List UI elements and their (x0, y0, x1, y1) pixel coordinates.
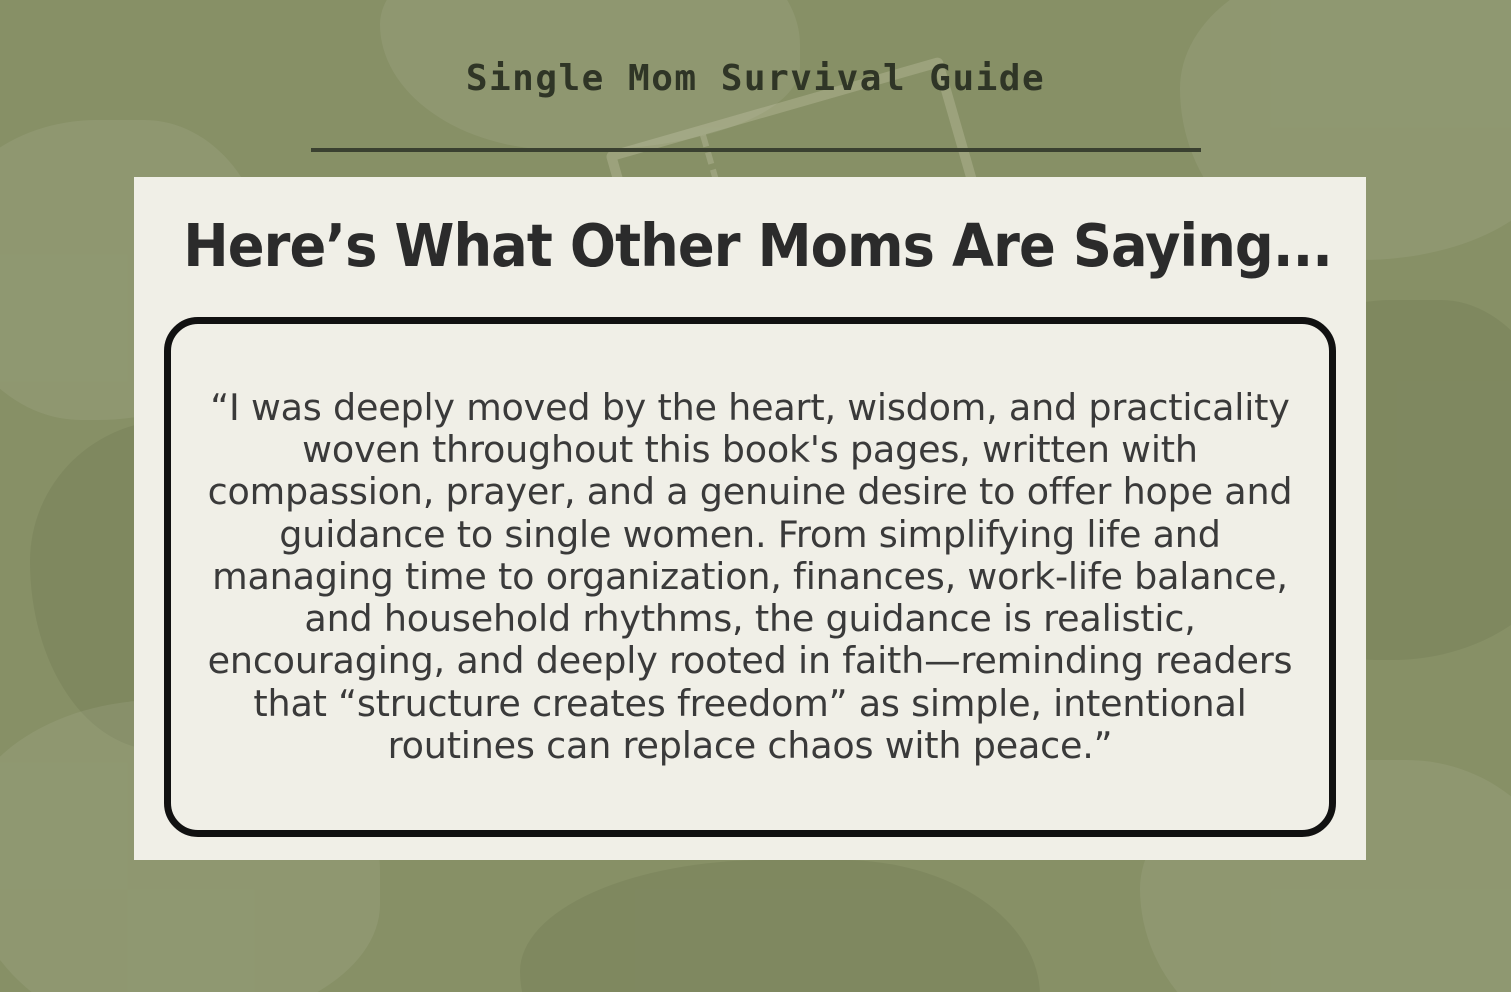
page-title: Here’s What Other Moms Are Saying... (183, 211, 1332, 280)
testimonial-quote-text: “I was deeply moved by the heart, wisdom, and practicality woven throughout this book's pages, written with compassion, prayer, and a genuine desire to offer hope and guidance to single women. From simplifying life and managing time to organization, finances, work-life balance, and household rhythms, the guidance is realistic, encouraging, and deeply rooted in faith—reminding readers that “structure creates freedom” as simple, intentional routines can replace chaos with peace.” (207, 385, 1293, 768)
page-kicker: Single Mom Survival Guide (465, 58, 1046, 99)
testimonial-card (134, 177, 1366, 860)
background-blotch (520, 860, 1040, 992)
header-divider (311, 148, 1201, 152)
testimonial-quote-box (164, 317, 1336, 837)
